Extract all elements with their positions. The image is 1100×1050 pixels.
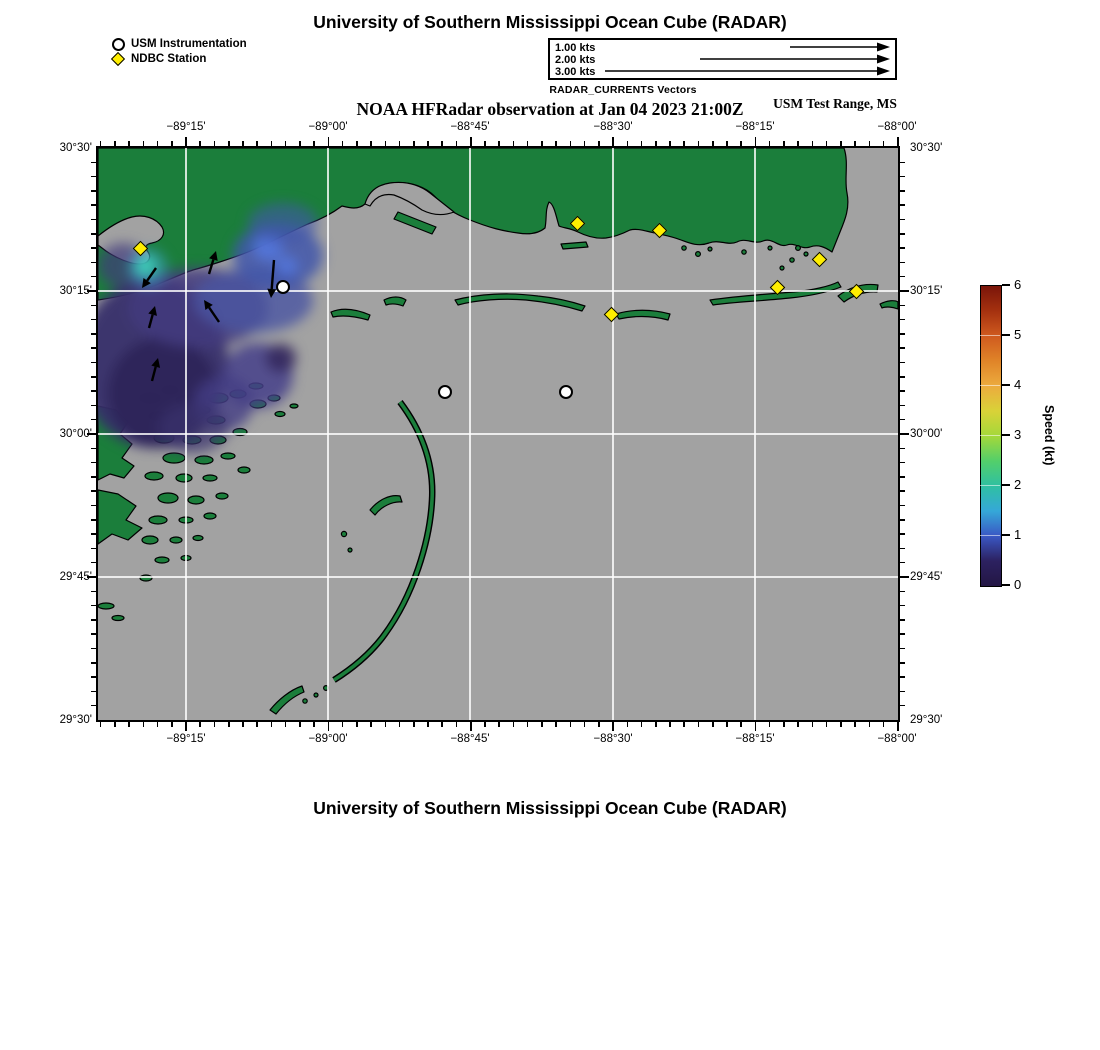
- x-tick-label: −88°00': [877, 733, 917, 745]
- circle-marker-icon: [112, 38, 125, 51]
- colorbar-tick: [1002, 534, 1010, 536]
- axis-tick: [698, 141, 700, 146]
- current-vectors-layer: [98, 148, 898, 720]
- axis-tick: [683, 722, 685, 727]
- axis-tick: [726, 141, 728, 146]
- vector-scale-box: [548, 38, 897, 80]
- axis-tick: [143, 722, 145, 727]
- colorbar-tick: [1002, 284, 1010, 286]
- axis-tick: [91, 190, 96, 192]
- speed-colorbar: [980, 285, 1002, 587]
- axis-tick: [570, 722, 572, 727]
- axis-tick: [900, 591, 905, 593]
- axis-tick: [900, 390, 905, 392]
- axis-tick: [427, 141, 429, 146]
- axis-tick: [900, 433, 909, 435]
- axis-tick: [91, 691, 96, 693]
- marker-legend: [112, 37, 247, 67]
- axis-tick: [399, 141, 401, 146]
- y-tick-label: 30°30': [910, 142, 943, 154]
- axis-tick: [683, 141, 685, 146]
- axis-tick: [712, 141, 714, 146]
- map-area: [96, 146, 900, 722]
- vector-scale-3kt-label: 3.00 kts: [555, 66, 596, 78]
- scale-arrow: [877, 67, 890, 76]
- axis-tick: [91, 347, 96, 349]
- axis-tick: [91, 390, 96, 392]
- current-vector-arrow: [142, 278, 151, 288]
- axis-tick: [91, 233, 96, 235]
- axis-tick: [91, 533, 96, 535]
- axis-tick: [91, 362, 96, 364]
- axis-tick: [100, 141, 102, 146]
- axis-tick: [91, 276, 96, 278]
- axis-tick: [883, 722, 885, 727]
- x-tick-label: −88°15': [735, 733, 775, 745]
- axis-tick: [584, 722, 586, 727]
- colorbar-tick-label: 0: [1014, 577, 1022, 592]
- axis-tick: [256, 141, 258, 146]
- axis-tick: [900, 405, 905, 407]
- colorbar-tick: [1002, 434, 1010, 436]
- x-tick-label: −88°30': [593, 733, 633, 745]
- axis-tick: [555, 722, 557, 727]
- axis-tick: [854, 141, 856, 146]
- axis-tick: [91, 648, 96, 650]
- axis-tick: [655, 141, 657, 146]
- axis-tick: [669, 141, 671, 146]
- axis-tick: [91, 490, 96, 492]
- axis-tick: [900, 619, 905, 621]
- axis-tick: [883, 141, 885, 146]
- y-tick-label: 29°30': [910, 714, 943, 726]
- axis-tick: [527, 141, 529, 146]
- axis-tick: [385, 722, 387, 727]
- axis-tick: [900, 691, 905, 693]
- axis-tick: [900, 333, 905, 335]
- scale-arrow: [877, 55, 890, 64]
- axis-tick: [356, 141, 358, 146]
- colorbar-tick: [1002, 334, 1010, 336]
- axis-tick: [900, 162, 905, 164]
- footer-title: University of Southern Mississippi Ocean Cube (RADAR): [313, 798, 787, 818]
- axis-tick: [812, 722, 814, 727]
- axis-tick: [228, 722, 230, 727]
- axis-tick: [91, 591, 96, 593]
- axis-tick: [498, 141, 500, 146]
- axis-tick: [900, 633, 905, 635]
- axis-tick: [627, 722, 629, 727]
- axis-tick: [214, 722, 216, 727]
- axis-tick: [755, 722, 757, 731]
- axis-tick: [900, 305, 905, 307]
- axis-tick: [171, 141, 173, 146]
- y-tick-label: 30°15': [910, 285, 943, 297]
- colorbar-tick-label: 2: [1014, 477, 1022, 492]
- x-tick-label: −89°15': [166, 121, 206, 133]
- axis-tick: [669, 722, 671, 727]
- current-vector-arrow: [267, 289, 276, 298]
- axis-tick: [769, 722, 771, 727]
- current-vector-arrow: [151, 358, 160, 368]
- axis-tick: [840, 141, 842, 146]
- axis-tick: [441, 141, 443, 146]
- axis-tick: [900, 233, 905, 235]
- axis-tick: [91, 405, 96, 407]
- axis-tick: [342, 141, 344, 146]
- axis-tick: [900, 576, 909, 578]
- current-vector-arrow: [209, 251, 218, 261]
- x-tick-label: −88°45': [450, 121, 490, 133]
- x-tick-label: −88°30': [593, 121, 633, 133]
- axis-tick: [456, 141, 458, 146]
- axis-tick: [228, 141, 230, 146]
- colorbar-gridline: [980, 535, 1000, 536]
- axis-tick: [712, 722, 714, 727]
- y-tick-label: 30°30': [59, 142, 92, 154]
- axis-tick: [869, 722, 871, 727]
- axis-tick: [812, 141, 814, 146]
- axis-tick: [900, 648, 905, 650]
- axis-tick: [157, 722, 159, 727]
- axis-tick: [313, 722, 315, 727]
- axis-tick: [313, 141, 315, 146]
- axis-tick: [900, 262, 905, 264]
- usm-station-marker: [438, 385, 452, 399]
- axis-tick: [91, 562, 96, 564]
- axis-tick: [900, 548, 905, 550]
- axis-tick: [755, 137, 757, 146]
- axis-tick: [900, 347, 905, 349]
- observation-subtitle: NOAA HFRadar observation at Jan 04 2023 21:00Z: [356, 99, 744, 119]
- axis-tick: [285, 141, 287, 146]
- axis-tick: [900, 247, 905, 249]
- colorbar-tick: [1002, 584, 1010, 586]
- y-tick-label: 29°45': [910, 571, 943, 583]
- colorbar-tick-label: 3: [1014, 427, 1022, 442]
- test-range-label: USM Test Range, MS: [773, 96, 897, 111]
- axis-tick: [413, 141, 415, 146]
- colorbar-tick: [1002, 384, 1010, 386]
- diamond-marker-icon: [111, 52, 125, 66]
- axis-tick: [627, 141, 629, 146]
- legend-label-ndbc: NDBC Station: [131, 53, 207, 65]
- axis-tick: [541, 722, 543, 727]
- axis-tick: [91, 219, 96, 221]
- axis-tick: [900, 705, 905, 707]
- axis-tick: [570, 141, 572, 146]
- axis-tick: [456, 722, 458, 727]
- axis-tick: [91, 705, 96, 707]
- axis-tick: [413, 722, 415, 727]
- y-tick-label: 29°45': [59, 571, 92, 583]
- axis-tick: [328, 137, 330, 146]
- axis-tick: [900, 562, 905, 564]
- axis-tick: [299, 722, 301, 727]
- axis-tick: [91, 247, 96, 249]
- axis-tick: [797, 141, 799, 146]
- axis-tick: [769, 141, 771, 146]
- axis-tick: [199, 141, 201, 146]
- axis-tick: [797, 722, 799, 727]
- axis-tick: [598, 722, 600, 727]
- axis-tick: [484, 141, 486, 146]
- vector-scale-caption: RADAR_CURRENTS Vectors: [549, 84, 697, 96]
- axis-tick: [199, 722, 201, 727]
- axis-tick: [91, 419, 96, 421]
- axis-tick: [900, 605, 905, 607]
- axis-tick: [91, 548, 96, 550]
- axis-tick: [598, 141, 600, 146]
- y-tick-label: 30°00': [59, 428, 92, 440]
- axis-tick: [91, 462, 96, 464]
- axis-tick: [91, 319, 96, 321]
- axis-tick: [242, 141, 244, 146]
- axis-tick: [370, 141, 372, 146]
- axis-tick: [370, 722, 372, 727]
- axis-tick: [900, 676, 905, 678]
- axis-tick: [612, 137, 614, 146]
- axis-tick: [128, 722, 130, 727]
- axis-tick: [900, 176, 905, 178]
- axis-tick: [900, 662, 905, 664]
- axis-tick: [91, 448, 96, 450]
- axis-tick: [900, 462, 905, 464]
- axis-tick: [356, 722, 358, 727]
- axis-tick: [900, 505, 905, 507]
- colorbar-tick-label: 5: [1014, 327, 1022, 342]
- x-tick-label: −88°15': [735, 121, 775, 133]
- axis-tick: [470, 137, 472, 146]
- axis-tick: [498, 722, 500, 727]
- axis-tick: [584, 141, 586, 146]
- axis-tick: [641, 141, 643, 146]
- colorbar-tick-label: 4: [1014, 377, 1022, 392]
- axis-tick: [185, 722, 187, 731]
- colorbar-label: Speed (kt): [1042, 404, 1056, 466]
- axis-tick: [783, 141, 785, 146]
- axis-tick: [91, 162, 96, 164]
- x-tick-label: −88°00': [877, 121, 917, 133]
- axis-tick: [91, 305, 96, 307]
- colorbar-gridline: [980, 435, 1000, 436]
- axis-tick: [826, 141, 828, 146]
- axis-tick: [91, 633, 96, 635]
- axis-tick: [897, 137, 899, 146]
- vector-scale-2kt-label: 2.00 kts: [555, 54, 596, 66]
- axis-tick: [399, 722, 401, 727]
- x-tick-label: −89°00': [308, 121, 348, 133]
- axis-tick: [900, 448, 905, 450]
- axis-tick: [527, 722, 529, 727]
- legend-label-usm: USM Instrumentation: [131, 38, 247, 50]
- axis-tick: [128, 141, 130, 146]
- axis-tick: [242, 722, 244, 727]
- axis-tick: [900, 490, 905, 492]
- legend-item-ndbc: [112, 52, 247, 67]
- axis-tick: [470, 722, 472, 731]
- colorbar-tick-label: 6: [1014, 277, 1022, 292]
- axis-tick: [114, 722, 116, 727]
- axis-tick: [100, 722, 102, 727]
- x-tick-label: −89°00': [308, 733, 348, 745]
- colorbar-gridline: [980, 335, 1000, 336]
- y-tick-label: 30°15': [59, 285, 92, 297]
- current-vector-arrow: [148, 306, 157, 316]
- axis-tick: [91, 662, 96, 664]
- axis-tick: [285, 722, 287, 727]
- axis-tick: [185, 137, 187, 146]
- axis-tick: [555, 141, 557, 146]
- colorbar-gridline: [980, 385, 1000, 386]
- axis-tick: [897, 722, 899, 731]
- axis-tick: [342, 722, 344, 727]
- page-title: University of Southern Mississippi Ocean Cube (RADAR): [313, 12, 787, 32]
- axis-tick: [900, 376, 905, 378]
- scale-arrow: [877, 43, 890, 52]
- axis-tick: [826, 722, 828, 727]
- axis-tick: [783, 722, 785, 727]
- axis-tick: [740, 141, 742, 146]
- axis-tick: [91, 476, 96, 478]
- axis-tick: [385, 141, 387, 146]
- axis-tick: [900, 319, 905, 321]
- axis-tick: [698, 722, 700, 727]
- axis-tick: [91, 505, 96, 507]
- axis-tick: [900, 219, 905, 221]
- axis-tick: [441, 722, 443, 727]
- usm-station-marker: [276, 280, 290, 294]
- axis-tick: [900, 476, 905, 478]
- axis-tick: [840, 722, 842, 727]
- axis-tick: [271, 722, 273, 727]
- legend-item-usm: [112, 37, 247, 52]
- axis-tick: [91, 519, 96, 521]
- axis-tick: [299, 141, 301, 146]
- colorbar-gridline: [980, 485, 1000, 486]
- axis-tick: [740, 722, 742, 727]
- colorbar-tick-label: 1: [1014, 527, 1022, 542]
- axis-tick: [484, 722, 486, 727]
- axis-tick: [91, 333, 96, 335]
- x-tick-label: −88°45': [450, 733, 490, 745]
- axis-tick: [91, 605, 96, 607]
- axis-tick: [900, 204, 905, 206]
- axis-tick: [612, 722, 614, 731]
- axis-tick: [900, 519, 905, 521]
- axis-tick: [91, 376, 96, 378]
- x-tick-label: −89°15': [166, 733, 206, 745]
- vector-scale-arrows: [550, 40, 895, 78]
- axis-tick: [900, 419, 905, 421]
- axis-tick: [256, 722, 258, 727]
- axis-tick: [641, 722, 643, 727]
- axis-tick: [541, 141, 543, 146]
- colorbar-tick: [1002, 484, 1010, 486]
- axis-tick: [91, 204, 96, 206]
- axis-tick: [655, 722, 657, 727]
- axis-tick: [513, 141, 515, 146]
- axis-tick: [427, 722, 429, 727]
- axis-tick: [143, 141, 145, 146]
- axis-tick: [114, 141, 116, 146]
- y-tick-label: 30°00': [910, 428, 943, 440]
- axis-tick: [900, 290, 909, 292]
- axis-tick: [171, 722, 173, 727]
- vector-scale-1kt-label: 1.00 kts: [555, 42, 596, 54]
- axis-tick: [157, 141, 159, 146]
- axis-tick: [328, 722, 330, 731]
- axis-tick: [900, 276, 905, 278]
- axis-tick: [91, 176, 96, 178]
- axis-tick: [869, 141, 871, 146]
- axis-tick: [513, 722, 515, 727]
- usm-station-marker: [559, 385, 573, 399]
- axis-tick: [900, 533, 905, 535]
- axis-tick: [854, 722, 856, 727]
- y-tick-label: 29°30': [59, 714, 92, 726]
- axis-tick: [91, 619, 96, 621]
- axis-tick: [91, 262, 96, 264]
- axis-tick: [91, 676, 96, 678]
- axis-tick: [726, 722, 728, 727]
- axis-tick: [214, 141, 216, 146]
- axis-tick: [271, 141, 273, 146]
- axis-tick: [900, 362, 905, 364]
- axis-tick: [900, 190, 905, 192]
